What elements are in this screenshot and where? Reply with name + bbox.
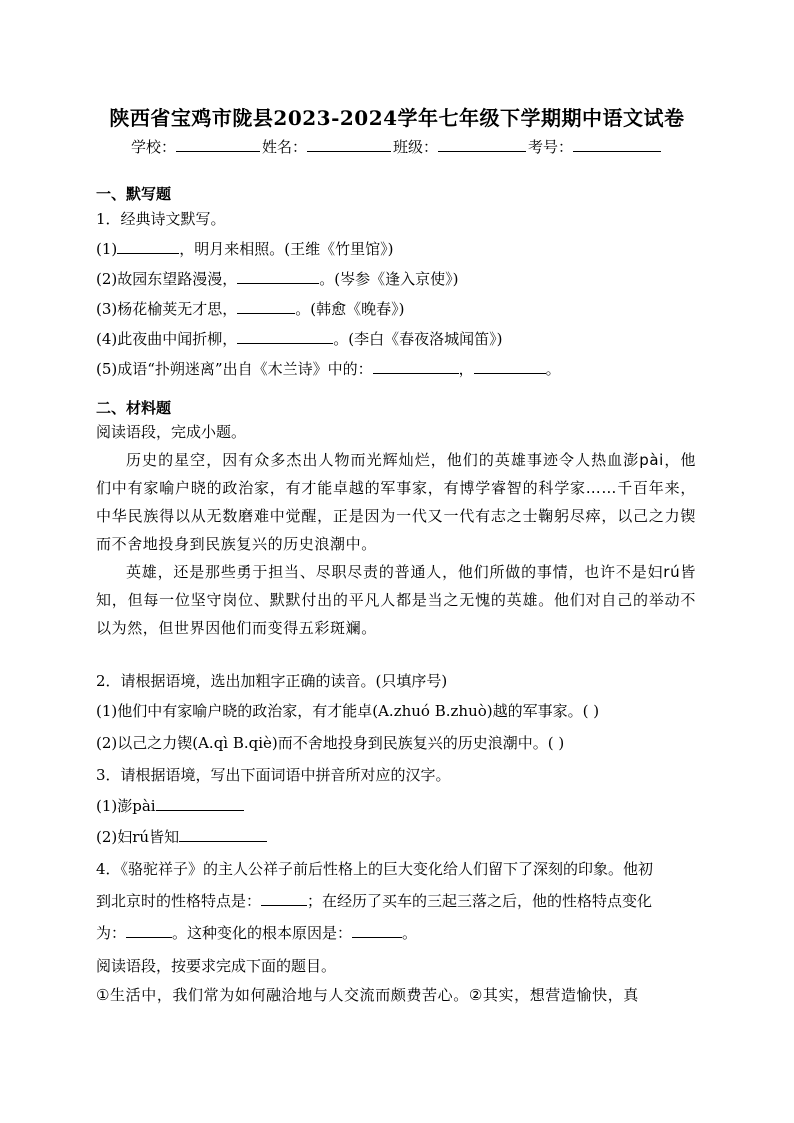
student-info-line xyxy=(0,136,794,157)
q2-stem: 2．请根据语境，选出加粗字正确的读音。(只填序号) xyxy=(96,672,448,690)
q1-item-1-text: ，明月来相照。(王维《竹里馆》) xyxy=(179,240,394,258)
q1-stem: 1．经典诗文默写。 xyxy=(96,210,226,228)
q1-item-1-blank[interactable] xyxy=(117,239,179,254)
q2-item-2: (2)以己之力锲(A.qì B.qiè)而不舍地投身到民族复兴的历史浪潮中。( ) xyxy=(96,734,565,752)
q1-item-5-period: 。 xyxy=(545,360,561,378)
q1-item-3-blank[interactable] xyxy=(237,299,295,314)
q1-item-2 xyxy=(96,268,458,289)
exam-title: 陕西省宝鸡市陇县2023-2024学年七年级下学期期中语文试卷 xyxy=(109,106,685,130)
q1-item-3 xyxy=(96,298,404,319)
q3-stem: 3．请根据语境，写出下面词语中拼音所对应的汉字。 xyxy=(96,766,451,784)
q1-item-5 xyxy=(96,358,561,379)
reading-intro-1: 阅读语段，完成小题。 xyxy=(96,423,247,441)
school-label: 学校： xyxy=(130,138,176,156)
q4-line-3 xyxy=(96,922,417,943)
q1-item-2-text: (2)故园东望路漫漫， xyxy=(96,270,238,288)
name-blank[interactable] xyxy=(307,137,391,152)
q3-item-2-text: (2)妇rú皆知 xyxy=(96,828,180,846)
q1-item-4-source: 。(李白《春夜洛城闻笛》) xyxy=(333,330,503,348)
name-label: 姓名： xyxy=(261,138,307,156)
q4-line-2-text: 到北京时的性格特点是： xyxy=(96,892,262,910)
q3-item-1-blank[interactable] xyxy=(156,796,244,811)
reading-intro-2: 阅读语段，按要求完成下面的题目。 xyxy=(96,957,337,975)
q4-blank-2[interactable] xyxy=(126,923,172,938)
passage-1-paragraph-1: 历史的星空，因有众多杰出人物而光辉灿烂，他们的英雄事迹令人热血澎pài，他们中有家喻户晓的政治家，有才能卓越的军事家，有博学睿智的科学家……千百年来，中华民族得以从无数磨难中觉醒，正是因为一代又一代有志之士鞠躬尽瘁，以己之力锲而不舍地投身到民族复兴的历史浪潮中。 xyxy=(96,451,696,553)
q1-item-4-blank[interactable] xyxy=(237,329,333,344)
q4-line-3-end: 。 xyxy=(402,924,418,942)
number-label: 考号： xyxy=(528,138,574,156)
q3-item-1 xyxy=(96,795,244,816)
section-heading-1: 一、默写题 xyxy=(96,185,172,203)
q4-line-3-mid: 。这种变化的根本原因是： xyxy=(172,924,353,942)
passage-1-paragraph-2: 英雄，还是那些勇于担当、尽职尽责的普通人，他们所做的事情，也许不是妇rú皆知，但每一位坚守岗位、默默付出的平凡人都是当之无愧的英雄。他们对自己的举动不以为然，但世界因他们而变得五彩斑斓。 xyxy=(96,563,696,637)
q1-item-5-blank-2[interactable] xyxy=(474,359,546,374)
section-heading-2: 二、材料题 xyxy=(96,399,172,417)
q1-item-4 xyxy=(96,328,502,349)
q3-item-2-blank[interactable] xyxy=(179,827,267,842)
q2-item-1: (1)他们中有家喻户晓的政治家，有才能卓(A.zhuó B.zhuò)越的军事家。( ) xyxy=(96,702,600,720)
passage-2-paragraph-1: ①生活中，我们常为如何融洽地与人交流而颇费苦心。②其实，想营造愉快，真 xyxy=(96,986,639,1004)
q4-line-3-text: 为： xyxy=(96,924,127,942)
q3-item-2 xyxy=(96,826,267,847)
q1-item-1-number: (1) xyxy=(96,240,118,258)
q4-line-2-rest: ；在经历了买车的三起三落之后，他的性格特点变化 xyxy=(307,892,653,910)
q4-line-2 xyxy=(96,890,652,911)
q1-item-4-text: (4)此夜曲中闻折柳， xyxy=(96,330,238,348)
q1-item-2-blank[interactable] xyxy=(237,269,319,284)
q1-item-3-source: 。(韩愈《晚春》) xyxy=(295,300,405,318)
q1-item-5-text: (5)成语“扑朔迷离”出自《木兰诗》中的： xyxy=(96,360,373,378)
number-blank[interactable] xyxy=(573,137,661,152)
q4-blank-1[interactable] xyxy=(261,891,307,906)
q1-item-5-blank-1[interactable] xyxy=(373,359,459,374)
q3-item-1-text: (1)澎pài xyxy=(96,797,156,815)
reading-passage-2 xyxy=(96,981,696,1009)
q4-blank-3[interactable] xyxy=(352,923,402,938)
class-label: 班级： xyxy=(393,138,439,156)
q1-item-1 xyxy=(96,238,393,259)
school-blank[interactable] xyxy=(176,137,260,152)
q4-line-1: 4．《骆驼祥子》的主人公祥子前后性格上的巨大变化给人们留下了深刻的印象。他初 xyxy=(96,860,654,878)
class-blank[interactable] xyxy=(438,137,526,152)
q1-item-3-text: (3)杨花榆荚无才思， xyxy=(96,300,238,318)
reading-passage-1 xyxy=(96,446,696,642)
q1-item-2-source: 。(岑参《逢入京使》) xyxy=(319,270,459,288)
q1-item-5-comma: ， xyxy=(458,360,474,378)
